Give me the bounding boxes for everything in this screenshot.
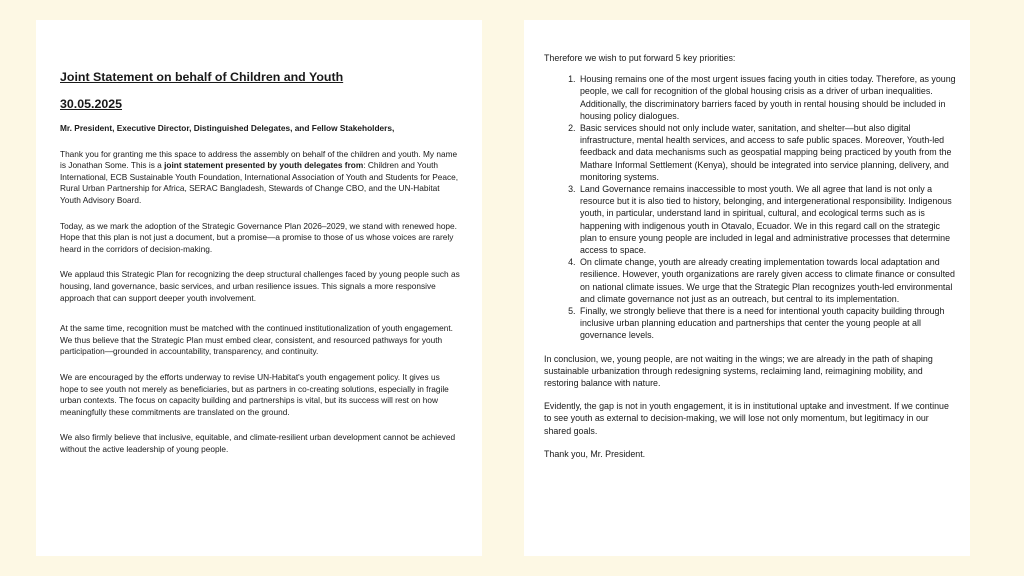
- priority-item-basic-services: 2. Basic services should not only include water, sanitation, and shelter—but also digital infrastructure, mental health services, and access to safe public spaces. Moreover, Youth-led feedback and data mechanisms such as geospatial mapping being practiced by youth from the Mathare Informal Settlement (Kenya), should be integrated into service planning, delivery, and monitoring systems.: [578, 122, 956, 183]
- document-page-right: [524, 20, 970, 556]
- priorities-intro: Therefore we wish to put forward 5 key priorities:: [544, 53, 736, 63]
- priority-item-capacity-building: 5. Finally, we strongly believe that there is a need for intentional youth capacity building through inclusive urban planning education and partnerships that center the young people at all governance levels.: [578, 305, 956, 342]
- paragraph-institutionalization: At the same time, recognition must be matched with the continued institutionalization of youth engagement. We thus believe that the Strategic Plan must embed clear, consistent, and resourced pathways for youth participation—grounded in accountability, transparency, and continuity.: [60, 323, 453, 357]
- salutation: Mr. President, Executive Director, Distinguished Delegates, and Fellow Stakeholders,: [60, 123, 395, 133]
- paragraph-policy-revision: We are encouraged by the efforts underway to revise UN-Habitat's youth engagement policy. It gives us hope to see youth not merely as beneficiaries, but as partners in co-creating solutions, especially in fragile urban contexts. The focus on capacity building and partnerships is vital, but its success will rest on how meaningfully these commitments are translated on the ground.: [60, 371, 449, 417]
- paragraph-leadership: We also firmly believe that inclusive, equitable, and climate-resilient urban development cannot be achieved without the active leadership of young people.: [60, 432, 456, 454]
- statement-title: Joint Statement on behalf of Children and Youth: [60, 70, 344, 84]
- paragraph-introduction: [60, 149, 460, 207]
- priorities-list: [544, 73, 956, 341]
- intro-bold-text: joint statement presented by youth delegates from: [164, 160, 364, 171]
- paragraph-evidently: Evidently, the gap is not in youth engagement, it is in institutional uptake and investment. If we continue to see youth as external to decision-making, we will lose not only momentum, but legitimacy in our shared goals.: [544, 401, 949, 436]
- priority-item-climate-change: 4. On climate change, youth are already creating implementation towards local adaptation and resilience. However, youth organizations are rarely given access to climate finance or consulted on national climate issues. We urge that the Strategic Plan recognizes youth-led environmental and climate governance not just as an outreach, but central to its implementation.: [578, 256, 956, 305]
- document-page-left: [36, 20, 482, 556]
- intro-text-continued: : Children and Youth International, ECB Sustainable Youth Foundation, International Association of Youth and Students for Peace, Rural Urban Partnership for Africa, SERAC Bangladesh, Stewards of Change CBO, and the UN-Habitat Youth Advisory Board.: [60, 160, 459, 205]
- statement-date: 30.05.2025: [60, 97, 123, 111]
- paragraph-hope: Today, as we mark the adoption of the Strategic Governance Plan 2026–2029, we stand with renewed hope. Hope that this plan is not just a document, but a promise—a promise to those of us whose voices are rarely heard in the corridors of decision-making.: [60, 220, 457, 254]
- closing-line: Thank you, Mr. President.: [544, 448, 646, 459]
- intro-text: Thank you for granting me this space to address the assembly on behalf of the children and youth. My name is Jonathan Some. This is a: [60, 148, 458, 171]
- priority-item-housing: 1. Housing remains one of the most urgent issues facing youth in cities today. Therefore, as young people, we call for recognition of the global housing crisis as a driver of urban inequalities. Additionally, the discriminatory barriers faced by youth in rental housing should be included in housing policy dialogues.: [578, 73, 956, 122]
- priority-item-land-governance: 3. Land Governance remains inaccessible to most youth. We all agree that land is not only a resource but it is also tied to history, belonging, and intergenerational responsibility. Indigenous youth, in particular, understand land in spiritual, cultural, and ecological terms such as is happening with indigenous youth in Otavalo, Ecuador. We in this regard call on the strategic plan to ensure young people are included in legal and administrative processes that determine access to space.: [578, 183, 956, 256]
- paragraph-conclusion: In conclusion, we, young people, are not waiting in the wings; we are already in the path of shaping sustainable urbanization through redesigning systems, reclaiming land, reimagining mobility, and restoring balance with nature.: [544, 353, 933, 389]
- paragraph-applaud: We applaud this Strategic Plan for recognizing the deep structural challenges faced by young people such as housing, land governance, basic services, and urban resilience issues. This signals a more responsive approach that can support deeper youth involvement.: [60, 269, 460, 303]
